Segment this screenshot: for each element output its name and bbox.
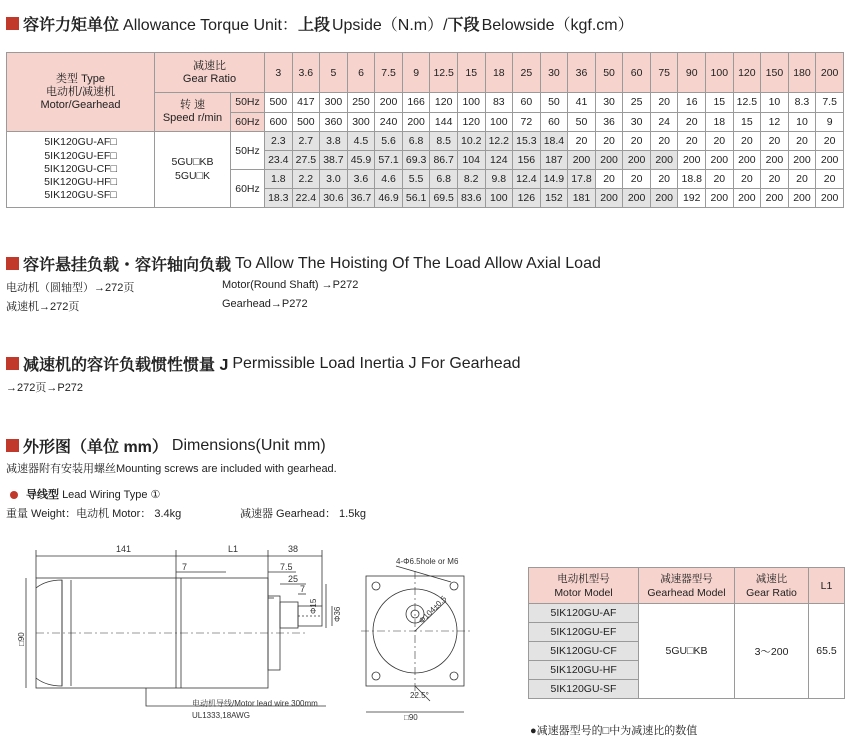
torque-50hz-nm-cell: 20 (733, 132, 761, 151)
speed-50hz-cell: 41 (568, 93, 596, 113)
torque-60hz-nm-cell: 8.2 (457, 170, 485, 189)
torque-50hz-nm-cell: 20 (623, 132, 651, 151)
gear-ratio-cell: 3 (265, 53, 293, 93)
hz60-label: 60Hz (231, 112, 265, 132)
torque-50hz-nm-cell: 18.4 (540, 132, 568, 151)
torque-50hz-kgf-cell: 104 (457, 151, 485, 170)
speed-50hz-cell: 25 (623, 93, 651, 113)
hz50-row-label: 50Hz (231, 132, 265, 170)
speed-60hz-cell: 300 (347, 112, 375, 132)
dimensions-section-title: 外形图（单位 mm） Dimensions(Unit mm) (6, 434, 326, 457)
torque-50hz-kgf-cell: 200 (623, 151, 651, 170)
gear-ratio-cell: 90 (678, 53, 706, 93)
dim-sq90b: □90 (404, 713, 418, 722)
torque-60hz-kgf-cell: 100 (485, 189, 513, 208)
torque-60hz-nm-cell: 14.9 (540, 170, 568, 189)
speed-50hz-cell: 7.5 (816, 93, 844, 113)
speed-50hz-cell: 120 (430, 93, 458, 113)
torque-50hz-kgf-cell: 200 (788, 151, 816, 170)
speed-60hz-cell: 12 (761, 112, 789, 132)
torque-50hz-nm-cell: 20 (678, 132, 706, 151)
speed-50hz-cell: 250 (347, 93, 375, 113)
torque-50hz-kgf-cell: 200 (650, 151, 678, 170)
torque-60hz-kgf-cell: 83.6 (457, 189, 485, 208)
gear-ratio-cell: 3～200 (735, 604, 809, 699)
torque-50hz-kgf-cell: 69.3 (402, 151, 430, 170)
torque-50hz-nm-cell: 12.2 (485, 132, 513, 151)
speed-50hz-cell: 83 (485, 93, 513, 113)
torque-60hz-nm-cell: 9.8 (485, 170, 513, 189)
torque-60hz-kgf-cell: 46.9 (375, 189, 403, 208)
torque-60hz-nm-cell: 3.0 (320, 170, 348, 189)
dim-phi104: Φ104±0.5 (417, 594, 449, 626)
speed-50hz-cell: 15 (706, 93, 734, 113)
dim-l1: L1 (228, 544, 239, 554)
torque-60hz-nm-cell: 1.8 (265, 170, 293, 189)
speed-60hz-cell: 36 (595, 112, 623, 132)
speed-50hz-cell: 166 (402, 93, 430, 113)
speed-50hz-cell: 20 (650, 93, 678, 113)
torque-50hz-nm-cell: 20 (595, 132, 623, 151)
gear-ratio-cell: 5 (320, 53, 348, 93)
motor-model-cell: 5IK120GU-HF (529, 661, 639, 680)
torque-60hz-nm-cell: 20 (623, 170, 651, 189)
torque-60hz-kgf-cell: 18.3 (265, 189, 293, 208)
speed-60hz-cell: 600 (265, 112, 293, 132)
torque-60hz-nm-cell: 17.8 (568, 170, 596, 189)
torque-50hz-nm-cell: 20 (761, 132, 789, 151)
gear-ratio-cell: 18 (485, 53, 513, 93)
torque-50hz-nm-cell: 20 (650, 132, 678, 151)
section-square-icon (6, 357, 19, 370)
dim-38: 38 (288, 544, 299, 554)
gear-ratio-cell: 150 (761, 53, 789, 93)
speed-60hz-cell: 72 (513, 112, 541, 132)
l1-cell: 65.5 (809, 604, 845, 699)
motor-model-cell: 5IK120GU-AF (529, 604, 639, 623)
torque-60hz-nm-cell: 20 (595, 170, 623, 189)
section-square-icon (6, 439, 19, 452)
speed-50hz-cell: 60 (513, 93, 541, 113)
torque-50hz-kgf-cell: 45.9 (347, 151, 375, 170)
torque-50hz-kgf-cell: 57.1 (375, 151, 403, 170)
torque-50hz-nm-cell: 2.3 (265, 132, 293, 151)
gear-ratio-cell: 9 (402, 53, 430, 93)
torque-50hz-nm-cell: 2.7 (292, 132, 320, 151)
torque-60hz-kgf-cell: 192 (678, 189, 706, 208)
torque-50hz-kgf-cell: 200 (816, 151, 844, 170)
gear-ratio-cell: 25 (513, 53, 541, 93)
speed-60hz-cell: 200 (402, 112, 430, 132)
torque-50hz-kgf-cell: 200 (761, 151, 789, 170)
torque-60hz-kgf-cell: 152 (540, 189, 568, 208)
speed-50hz-cell: 30 (595, 93, 623, 113)
dim-7b: 7 (300, 584, 306, 594)
load-ref-gear-en: Gearhead→P272 (222, 298, 308, 310)
speed-50hz-cell: 417 (292, 93, 320, 113)
torque-60hz-kgf-cell: 22.4 (292, 189, 320, 208)
speed-60hz-cell: 120 (457, 112, 485, 132)
torque-50hz-kgf-cell: 187 (540, 151, 568, 170)
dim-phi36: Φ36 (333, 606, 342, 622)
torque-50hz-kgf-cell: 200 (733, 151, 761, 170)
gearhead-weight: 减速器 Gearhead： 1.5kg (240, 508, 366, 520)
speed-60hz-cell: 100 (485, 112, 513, 132)
torque-60hz-nm-cell: 18.8 (678, 170, 706, 189)
torque-60hz-kgf-cell: 200 (706, 189, 734, 208)
dim-7-5: 7.5 (280, 562, 293, 572)
section-square-icon (6, 257, 19, 270)
speed-50hz-cell: 12.5 (733, 93, 761, 113)
torque-50hz-kgf-cell: 156 (513, 151, 541, 170)
speed-60hz-cell: 240 (375, 112, 403, 132)
torque-60hz-kgf-cell: 126 (513, 189, 541, 208)
load-ref-gear-cn: 减速机→272页 (6, 301, 80, 313)
gearhead-model-list: 5GU□KB 5GU□K (155, 132, 231, 208)
torque-50hz-kgf-cell: 124 (485, 151, 513, 170)
gear-ratio-cell: 60 (623, 53, 651, 93)
torque-60hz-kgf-cell: 30.6 (320, 189, 348, 208)
dim-angle: 22.5° (410, 691, 429, 700)
torque-50hz-nm-cell: 5.6 (375, 132, 403, 151)
speed-50hz-cell: 10 (761, 93, 789, 113)
torque-60hz-nm-cell: 20 (706, 170, 734, 189)
torque-60hz-kgf-cell: 200 (816, 189, 844, 208)
dim-phi15: Φ15 (309, 598, 318, 614)
torque-50hz-kgf-cell: 27.5 (292, 151, 320, 170)
torque-50hz-kgf-cell: 200 (678, 151, 706, 170)
torque-60hz-nm-cell: 20 (733, 170, 761, 189)
torque-50hz-nm-cell: 3.8 (320, 132, 348, 151)
torque-50hz-kgf-cell: 200 (568, 151, 596, 170)
bullet-icon (10, 491, 18, 499)
torque-60hz-kgf-cell: 200 (595, 189, 623, 208)
torque-50hz-kgf-cell: 200 (595, 151, 623, 170)
speed-50hz-cell: 8.3 (788, 93, 816, 113)
torque-60hz-nm-cell: 3.6 (347, 170, 375, 189)
speed-60hz-cell: 50 (568, 112, 596, 132)
torque-60hz-kgf-cell: 36.7 (347, 189, 375, 208)
gear-ratio-cell: 50 (595, 53, 623, 93)
speed-60hz-cell: 60 (540, 112, 568, 132)
torque-60hz-nm-cell: 20 (761, 170, 789, 189)
gear-ratio-cell: 3.6 (292, 53, 320, 93)
torque-60hz-kgf-cell: 181 (568, 189, 596, 208)
hz60-row-label: 60Hz (231, 170, 265, 208)
torque-50hz-nm-cell: 20 (816, 132, 844, 151)
wiring-type: 导线型 Lead Wiring Type ① (10, 486, 160, 502)
gear-ratio-cell: 36 (568, 53, 596, 93)
gearhead-model-header: 减速器型号 Gearhead Model (639, 568, 735, 604)
speed-60hz-cell: 360 (320, 112, 348, 132)
gear-ratio-header: 减速比 Gear Ratio (155, 53, 265, 93)
torque-60hz-kgf-cell: 200 (650, 189, 678, 208)
speed-60hz-cell: 30 (623, 112, 651, 132)
torque-60hz-kgf-cell: 200 (623, 189, 651, 208)
dim-7a: 7 (182, 562, 188, 572)
gear-ratio-cell: 15 (457, 53, 485, 93)
torque-section-title: 容许力矩单位 Allowance Torque Unit： 上段 Upside（N.m）/ 下段 Belowside（kgf.cm） (6, 12, 634, 35)
allowance-torque-table (6, 52, 844, 208)
speed-50hz-cell: 50 (540, 93, 568, 113)
dim-141: 141 (116, 544, 132, 554)
torque-50hz-nm-cell: 15.3 (513, 132, 541, 151)
torque-50hz-kgf-cell: 38.7 (320, 151, 348, 170)
speed-header: 转 速 Speed r/min (155, 93, 231, 132)
torque-50hz-nm-cell: 20 (706, 132, 734, 151)
torque-60hz-nm-cell: 4.6 (375, 170, 403, 189)
torque-60hz-kgf-cell: 69.5 (430, 189, 458, 208)
torque-50hz-nm-cell: 4.5 (347, 132, 375, 151)
torque-50hz-kgf-cell: 200 (706, 151, 734, 170)
hole-label: 4-Φ6.5hole or M6 (396, 557, 459, 566)
torque-60hz-nm-cell: 5.5 (402, 170, 430, 189)
torque-60hz-nm-cell: 2.2 (292, 170, 320, 189)
gear-ratio-cell: 200 (816, 53, 844, 93)
gear-ratio-cell: 30 (540, 53, 568, 93)
gear-ratio-cell: 180 (788, 53, 816, 93)
gear-ratio-cell: 12.5 (430, 53, 458, 93)
hz50-label: 50Hz (231, 93, 265, 113)
gearhead-model-cell: 5GU□KB (639, 604, 735, 699)
torque-50hz-kgf-cell: 23.4 (265, 151, 293, 170)
torque-60hz-kgf-cell: 56.1 (402, 189, 430, 208)
torque-50hz-nm-cell: 20 (568, 132, 596, 151)
gear-ratio-cell: 100 (706, 53, 734, 93)
gear-ratio-cell: 75 (650, 53, 678, 93)
torque-50hz-nm-cell: 20 (788, 132, 816, 151)
dimension-drawing (6, 536, 526, 736)
load-ref-motor-en: Motor(Round Shaft) →P272 (222, 279, 359, 291)
motor-model-table (528, 567, 845, 699)
load-ref-motor-cn: 电动机（圆轴型）→272页 (6, 282, 135, 294)
speed-60hz-cell: 144 (430, 112, 458, 132)
l1-header: L1 (809, 568, 845, 604)
speed-60hz-cell: 9 (816, 112, 844, 132)
motor-model-cell: 5IK120GU-CF (529, 642, 639, 661)
model-footnote: ●减速器型号的□中为减速比的数值 (530, 725, 698, 737)
dim-25: 25 (288, 574, 299, 584)
speed-60hz-cell: 10 (788, 112, 816, 132)
gear-ratio-cell: 7.5 (375, 53, 403, 93)
torque-60hz-nm-cell: 20 (650, 170, 678, 189)
motor-model-cell: 5IK120GU-SF (529, 680, 639, 699)
torque-50hz-nm-cell: 6.8 (402, 132, 430, 151)
speed-60hz-cell: 15 (733, 112, 761, 132)
torque-60hz-kgf-cell: 200 (788, 189, 816, 208)
torque-60hz-nm-cell: 6.8 (430, 170, 458, 189)
torque-60hz-kgf-cell: 200 (733, 189, 761, 208)
inertia-section-title: 减速机的容许负载惯性惯量 J Permissible Load Inertia J For Gearhead (6, 352, 521, 375)
lead-wire-label: 电动机导线/Motor lead wire 300mm (192, 699, 318, 708)
speed-50hz-cell: 200 (375, 93, 403, 113)
speed-50hz-cell: 16 (678, 93, 706, 113)
torque-50hz-kgf-cell: 86.7 (430, 151, 458, 170)
speed-60hz-cell: 20 (678, 112, 706, 132)
speed-50hz-cell: 300 (320, 93, 348, 113)
screws-note: 减速器附有安装用螺丝Mounting screws are included with gearhead. (6, 463, 337, 475)
speed-50hz-cell: 500 (265, 93, 293, 113)
lead-wire-spec: UL1333,18AWG (192, 711, 250, 720)
type-header: 类型 Type 电动机/减速机 Motor/Gearhead (7, 53, 155, 132)
speed-50hz-cell: 100 (457, 93, 485, 113)
torque-60hz-nm-cell: 20 (788, 170, 816, 189)
torque-50hz-nm-cell: 8.5 (430, 132, 458, 151)
motor-model-cell: 5IK120GU-EF (529, 623, 639, 642)
dim-sq90a: □90 (17, 632, 26, 646)
load-section-title: 容许悬挂负载・容许轴向负载 To Allow The Hoisting Of The Load Allow Axial Load (6, 252, 601, 275)
torque-60hz-nm-cell: 12.4 (513, 170, 541, 189)
torque-60hz-nm-cell: 20 (816, 170, 844, 189)
speed-60hz-cell: 500 (292, 112, 320, 132)
speed-60hz-cell: 18 (706, 112, 734, 132)
motor-model-list: 5IK120GU-AF□ 5IK120GU-EF□ 5IK120GU-CF□ 5IK120GU-HF□ 5IK120GU-SF□ (7, 132, 155, 208)
torque-60hz-kgf-cell: 200 (761, 189, 789, 208)
gear-ratio-header: 减速比 Gear Ratio (735, 568, 809, 604)
gear-ratio-cell: 120 (733, 53, 761, 93)
motor-weight: 重量 Weight：电动机 Motor： 3.4kg (6, 508, 182, 520)
speed-60hz-cell: 24 (650, 112, 678, 132)
gear-ratio-cell: 6 (347, 53, 375, 93)
inertia-ref: →272页→P272 (6, 382, 84, 394)
section-square-icon (6, 17, 19, 30)
torque-50hz-nm-cell: 10.2 (457, 132, 485, 151)
motor-model-header: 电动机型号 Motor Model (529, 568, 639, 604)
